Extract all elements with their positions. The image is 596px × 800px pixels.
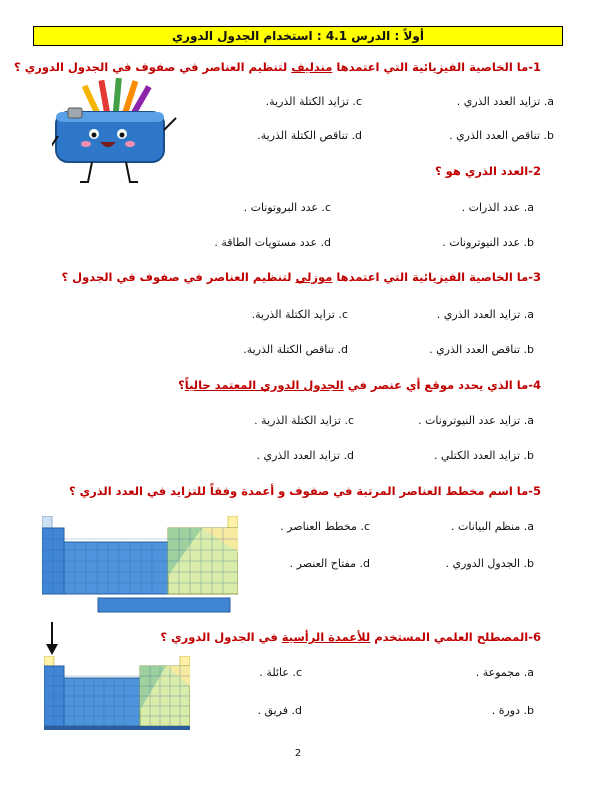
- question-5: 5-ما اسم مخطط العناصر المرتبة في صفوف و أعمدة وفقاً للتزايد في العدد الذري ؟: [68, 484, 541, 498]
- question-6: 6-المصطلح العلمي المستخدم للأعمدة الرأسية في الجدول الدوري ؟: [160, 630, 541, 644]
- pencil-case-illustration: [52, 78, 182, 193]
- down-arrow-icon: [44, 622, 60, 656]
- question-4: 4-ما الذي يحدد موقع أي عنصر في الجدول الدوري المعتمد حالياً؟: [178, 378, 541, 392]
- q6-option-b[interactable]: b. دورة .: [491, 704, 534, 717]
- q6-option-c[interactable]: c. عائلة .: [259, 666, 302, 679]
- q4-option-b[interactable]: b. تزايد العدد الكتلي .: [434, 449, 534, 462]
- q2-option-c[interactable]: c. عدد البروتونات .: [243, 201, 331, 214]
- periodic-table-illustration-2: [44, 656, 190, 736]
- page-number: 2: [294, 748, 302, 759]
- question-2: 2-العدد الذري هو ؟: [434, 164, 541, 178]
- q1-option-b[interactable]: b. تناقص العدد الذري .: [449, 129, 554, 142]
- q4-option-d[interactable]: d. تزايد العدد الذري .: [256, 449, 354, 462]
- q3-option-b[interactable]: b. تناقص العدد الذري .: [429, 343, 534, 356]
- q5-option-d[interactable]: d. مفتاح العنصر .: [289, 557, 370, 570]
- q3-option-a[interactable]: a. تزايد العدد الذري .: [436, 308, 534, 321]
- question-3: 3-ما الخاصية الفيزيائية التي اعتمدها موزلي لتنظيم العناصر في صفوف في الجدول ؟: [61, 270, 541, 284]
- q3-option-c[interactable]: c. تزايد الكتلة الذرية.: [251, 308, 348, 321]
- q1-option-a[interactable]: a. تزايد العدد الذري .: [456, 95, 554, 108]
- q4-option-c[interactable]: c. تزايد الكتلة الذرية .: [254, 414, 354, 427]
- q3-option-d[interactable]: d. تناقص الكتلة الذرية.: [243, 343, 348, 356]
- q1-option-c[interactable]: c. تزايد الكتلة الذرية.: [265, 95, 362, 108]
- q1-option-d[interactable]: d. تناقص الكتلة الذرية.: [257, 129, 362, 142]
- q6-option-d[interactable]: d. فريق .: [257, 704, 302, 717]
- q5-option-c[interactable]: c. مخطط العناصر .: [280, 520, 370, 533]
- lesson-title-banner: [33, 26, 563, 46]
- periodic-table-illustration: [42, 516, 238, 614]
- lesson-title: أولاً : الدرس 4.1 : استخدام الجدول الدوري: [172, 29, 424, 43]
- q5-option-b[interactable]: b. الجدول الدوري .: [445, 557, 534, 570]
- question-1: 1-ما الخاصية الفيزيائية التي اعتمدها مندليف لتنظيم العناصر في صفوف في الجدول الدوري ؟: [14, 60, 541, 74]
- q4-option-a[interactable]: a. تزايد عدد النيوترونات .: [418, 414, 534, 427]
- q6-option-a[interactable]: a. مجموعة .: [475, 666, 534, 679]
- q2-option-d[interactable]: d. عدد مستويات الطاقة .: [214, 236, 331, 249]
- q2-option-b[interactable]: b. عدد النيوترونات .: [442, 236, 534, 249]
- q2-option-a[interactable]: a. عدد الذرات .: [461, 201, 534, 214]
- q5-option-a[interactable]: a. منظم البيانات .: [451, 520, 534, 533]
